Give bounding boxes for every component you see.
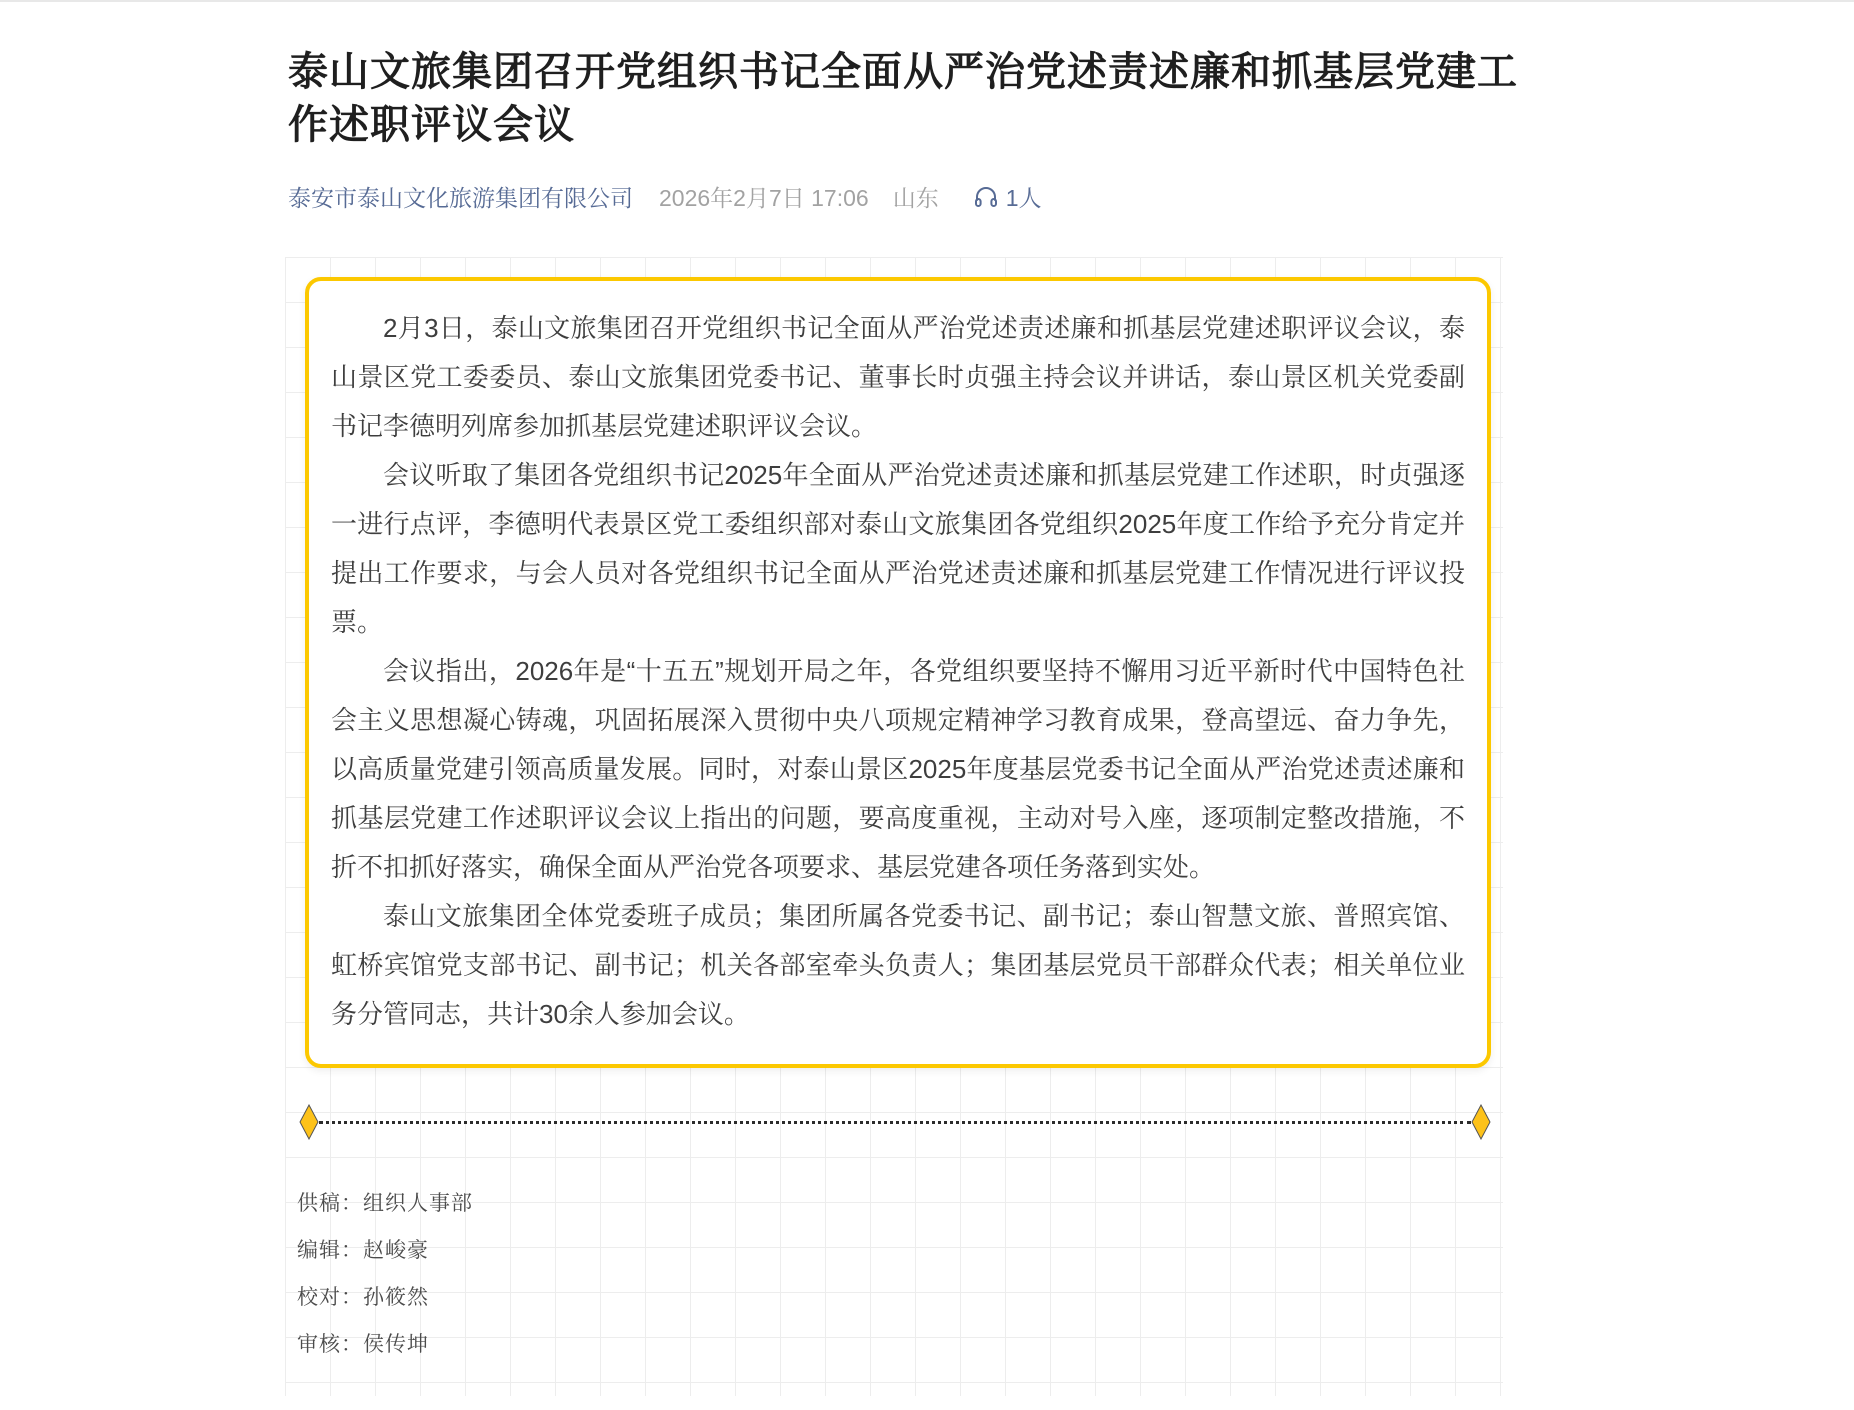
paragraph: 泰山文旅集团全体党委班子成员；集团所属各党委书记、副书记；泰山智慧文旅、普照宾馆、虹桥宾馆党支部书记、副书记；机关各部室牵头负责人；集团基层党员干部群众代表；相关单位业务分管同志，共计30余人参加会议。: [331, 901, 1465, 1029]
meta-row: [288, 180, 1854, 213]
credit-value: 孙筱然: [363, 1286, 429, 1309]
diamond-icon: [299, 1104, 319, 1140]
grid-background-section: [285, 257, 1503, 1396]
credits-block: [285, 1180, 1503, 1368]
article-header: [0, 2, 1854, 213]
publish-date: 2026年2月7日 17:06: [659, 185, 869, 211]
listen-count: 1人: [1005, 185, 1042, 211]
publish-location: 山东: [892, 185, 939, 211]
paragraph: 会议听取了集团各党组织书记2025年全面从严治党述责述廉和抓基层党建工作述职，时贞强逐一进行点评，李德明代表景区党工委组织部对泰山文旅集团各党组织2025年度工作给予充分肯定并提出工作要求，与会人员对各党组织书记全面从严治党述责述廉和抓基层党建工作情况进行评议投票。: [331, 460, 1465, 637]
paragraph: 2月3日，泰山文旅集团召开党组织书记全面从严治党述责述廉和抓基层党建述职评议会议，泰山景区党工委委员、泰山文旅集团党委书记、董事长时贞强主持会议并讲话，泰山景区机关党委副书记李德明列席参加抓基层党建述职评议会议。: [331, 313, 1465, 441]
credit-label: 校对：: [297, 1286, 363, 1309]
article-content-box: [305, 277, 1491, 1068]
credit-line-reviewer: [297, 1321, 1503, 1368]
credit-line-contributor: [297, 1180, 1503, 1227]
credit-line-proofreader: [297, 1274, 1503, 1321]
dotted-line: [319, 1121, 1471, 1124]
page-title: 泰山文旅集团召开党组织书记全面从严治党述责述廉和抓基层党建工作述职评议会议: [288, 50, 1518, 147]
account-link[interactable]: 泰安市泰山文化旅游集团有限公司: [288, 185, 633, 211]
credit-value: 侯传坤: [363, 1333, 429, 1356]
credit-label: 审核：: [297, 1333, 363, 1356]
credit-label: 供稿：: [297, 1192, 363, 1215]
section-divider: [299, 1104, 1491, 1140]
credit-line-editor: [297, 1227, 1503, 1274]
credit-label: 编辑：: [297, 1239, 363, 1262]
diamond-icon: [1471, 1104, 1491, 1140]
paragraph: 会议指出，2026年是“十五五”规划开局之年，各党组织要坚持不懈用习近平新时代中国特色社会主义思想凝心铸魂，巩固拓展深入贯彻中央八项规定精神学习教育成果，登高望远、奋力争先，以高质量党建引领高质量发展。同时，对泰山景区2025年度基层党委书记全面从严治党述责述廉和抓基层党建工作述职评议会议上指出的问题，要高度重视，主动对号入座，逐项制定整改措施，不折不扣抓好落实，确保全面从严治党各项要求、基层党建各项任务落到实处。: [331, 656, 1465, 882]
listen-count-group[interactable]: [973, 180, 1042, 213]
credit-value: 组织人事部: [363, 1192, 473, 1215]
credit-value: 赵峻豪: [363, 1239, 429, 1262]
headphones-icon: [973, 184, 999, 210]
